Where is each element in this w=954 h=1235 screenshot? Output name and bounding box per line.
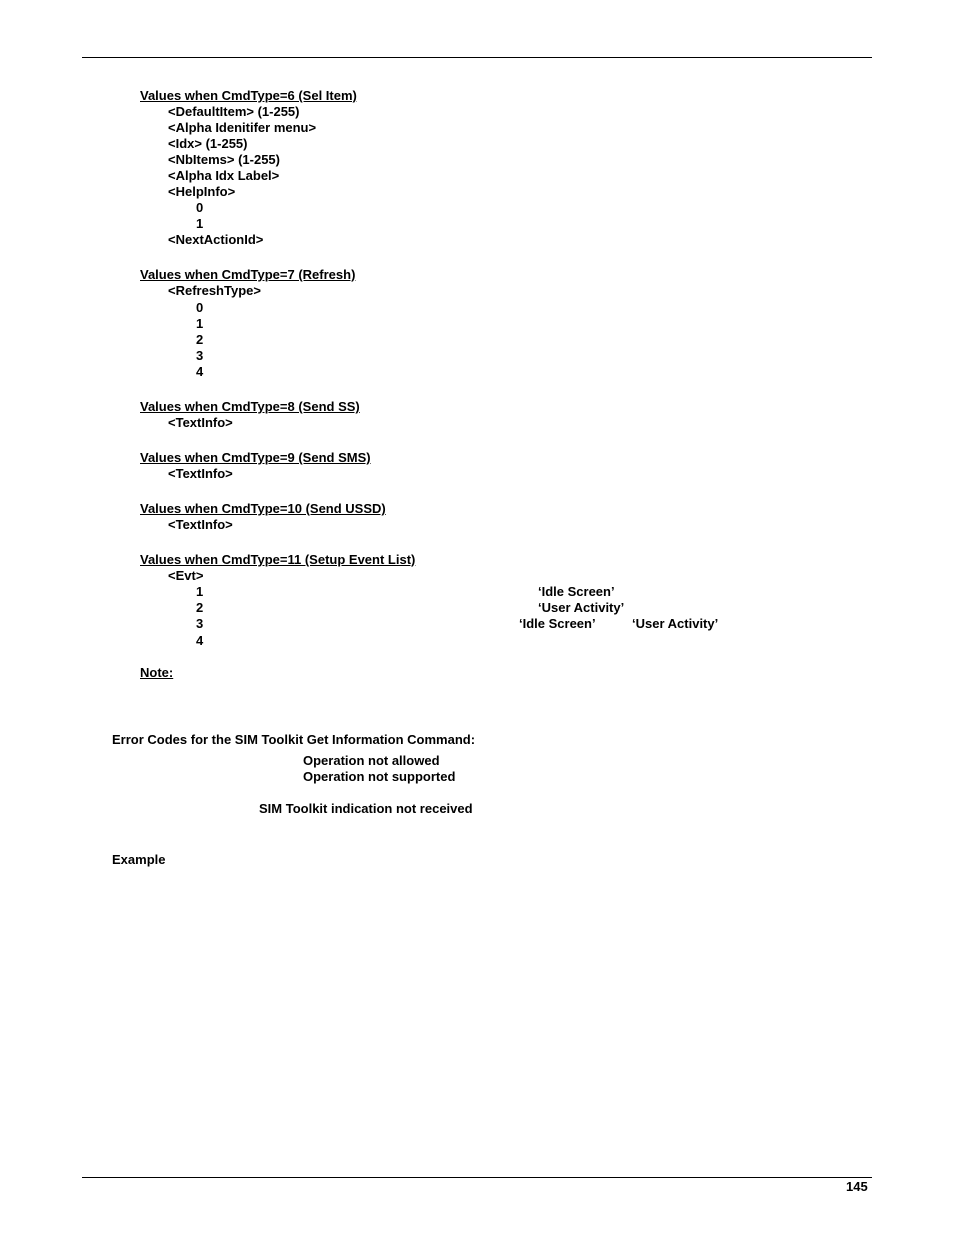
section-heading-sel-item: Values when CmdType=6 (Sel Item) xyxy=(140,88,357,103)
param-default-item: <DefaultItem> (1-255) xyxy=(168,104,300,119)
error-code-text: SIM Toolkit indication not received xyxy=(259,801,473,816)
param-alpha-idx-label: <Alpha Idx Label> xyxy=(168,168,280,183)
param-text-info: <TextInfo> xyxy=(168,466,233,481)
evt-description: ‘Idle Screen’ xyxy=(519,616,596,631)
refresh-value: 4 xyxy=(196,364,204,379)
example-heading: Example xyxy=(112,852,166,867)
refresh-value: 1 xyxy=(196,316,204,331)
section-heading-setup-event-list: Values when CmdType=11 (Setup Event List) xyxy=(140,552,416,567)
error-code-text: Operation not supported xyxy=(303,769,456,784)
refresh-value: 3 xyxy=(196,348,204,363)
param-text-info: <TextInfo> xyxy=(168,517,233,532)
refresh-value: 2 xyxy=(196,332,204,347)
param-alpha-identifier-menu: <Alpha Idenitifer menu> xyxy=(168,120,317,135)
param-help-info: <HelpInfo> xyxy=(168,184,236,199)
evt-description: ‘Idle Screen’ xyxy=(538,584,615,599)
evt-number: 2 xyxy=(196,600,204,615)
help-value: 1 xyxy=(196,216,204,231)
section-heading-refresh: Values when CmdType=7 (Refresh) xyxy=(140,267,356,282)
section-heading-send-ss: Values when CmdType=8 (Send SS) xyxy=(140,399,360,414)
section-heading-send-ussd: Values when CmdType=10 (Send USSD) xyxy=(140,501,386,516)
header-rule xyxy=(82,57,872,58)
evt-number: 4 xyxy=(196,633,204,648)
footer-rule xyxy=(82,1177,872,1178)
section-heading-send-sms: Values when CmdType=9 (Send SMS) xyxy=(140,450,371,465)
page-number: 145 xyxy=(846,1179,868,1194)
help-value: 0 xyxy=(196,200,204,215)
param-text-info: <TextInfo> xyxy=(168,415,233,430)
error-code-text: Operation not allowed xyxy=(303,753,440,768)
evt-number: 3 xyxy=(196,616,204,631)
evt-number: 1 xyxy=(196,584,204,599)
param-refresh-type: <RefreshType> xyxy=(168,283,261,298)
param-idx: <Idx> (1-255) xyxy=(168,136,248,151)
refresh-value: 0 xyxy=(196,300,204,315)
note-label: Note: xyxy=(140,665,174,680)
error-codes-heading: Error Codes for the SIM Toolkit Get Information Command: xyxy=(112,732,476,747)
param-evt: <Evt> xyxy=(168,568,204,583)
evt-description: ‘User Activity’ xyxy=(538,600,625,615)
param-nb-items: <NbItems> (1-255) xyxy=(168,152,280,167)
param-next-action-id: <NextActionId> xyxy=(168,232,264,247)
evt-description: ‘User Activity’ xyxy=(632,616,719,631)
